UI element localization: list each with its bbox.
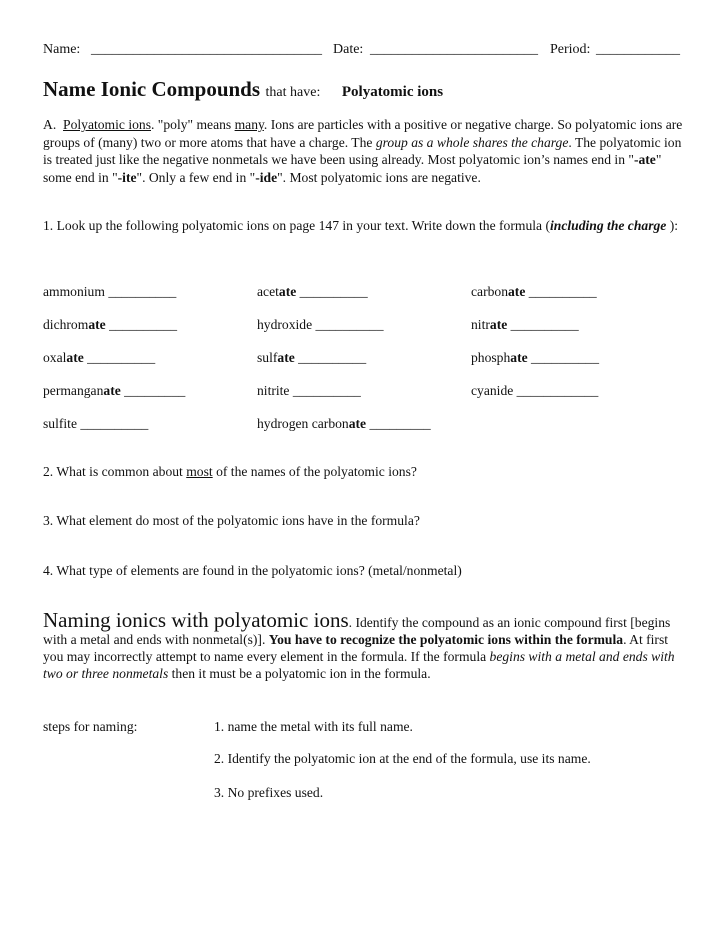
ion-item: hydrogen carbonate _________ bbox=[257, 416, 431, 431]
step-item: 3. No prefixes used. bbox=[214, 785, 324, 800]
ion-item: dichromate __________ bbox=[43, 317, 178, 332]
name-label: Name: bbox=[43, 42, 81, 57]
section-a-paragraph: A. Polyatomic ions. "poly" means many. Ions are particles with a positive or negative charge. So polyatomic ions are groups of (many) two or more atoms that have a charge. The group as a whole shares the charge. The polyatomic ion is treated just like the negative nonmetals we have been using already. Most polyatomic ion’s names end in "-ate" some end in "-ite". Only a few end in "-ide". Most polyatomic ions are negative. bbox=[43, 117, 683, 185]
ion-item: ammonium __________ bbox=[43, 284, 177, 299]
ion-item: nitrate __________ bbox=[471, 317, 579, 332]
formula-blank[interactable]: __________ bbox=[289, 383, 361, 398]
ion-item: phosphate __________ bbox=[471, 350, 600, 365]
formula-blank[interactable]: __________ bbox=[83, 350, 156, 365]
naming-section: Naming ionics with polyatomic ions. Identify the compound as an ionic compound first [begins with a metal and ends with nonmetal(s)]. You have to recognize the polyatomic ions within the formula. At first you may incorrectly attempt to name every element in the formula. If the formula begins with a metal and ends with two or three nonmetals then it must be a polyatomic ion in the formula. bbox=[43, 608, 675, 681]
date-label: Date: bbox=[333, 42, 364, 57]
naming-title: Naming ionics with polyatomic ions bbox=[43, 608, 349, 632]
ion-item: cyanide ____________ bbox=[471, 383, 599, 398]
formula-blank[interactable]: __________ bbox=[104, 284, 177, 299]
formula-blank[interactable]: _________ bbox=[120, 383, 186, 398]
ion-item: carbonate __________ bbox=[471, 284, 597, 299]
ion-item: sulfate __________ bbox=[257, 350, 367, 365]
step-item: 2. Identify the polyatomic ion at the end of the formula, use its name. bbox=[214, 751, 591, 766]
formula-blank[interactable]: __________ bbox=[294, 350, 367, 365]
title-topic: Polyatomic ions bbox=[341, 84, 444, 100]
formula-blank[interactable]: __________ bbox=[105, 317, 178, 332]
ion-item: nitrite __________ bbox=[257, 383, 361, 398]
formula-blank[interactable]: __________ bbox=[76, 416, 149, 431]
question-2: 2. What is common about most of the names of the polyatomic ions? bbox=[43, 464, 417, 479]
formula-blank[interactable]: _________ bbox=[366, 416, 431, 431]
period-blank[interactable]: ____________ bbox=[596, 42, 680, 57]
ion-item: hydroxide __________ bbox=[257, 317, 384, 332]
ion-item: sulfite __________ bbox=[43, 416, 149, 431]
page-title bbox=[43, 77, 443, 102]
ion-item: acetate __________ bbox=[257, 284, 368, 299]
question-3: 3. What element do most of the polyatomic ions have in the formula? bbox=[43, 513, 420, 528]
steps-label: steps for naming: bbox=[43, 719, 138, 734]
title-sub: that have: bbox=[265, 85, 321, 100]
formula-blank[interactable]: __________ bbox=[527, 350, 600, 365]
formula-blank[interactable]: ____________ bbox=[513, 383, 599, 398]
ion-item: oxalate __________ bbox=[43, 350, 156, 365]
formula-blank[interactable]: __________ bbox=[507, 317, 579, 332]
step-item: 1. name the metal with its full name. bbox=[214, 719, 413, 734]
title-main: Name Ionic Compounds bbox=[43, 77, 261, 101]
formula-blank[interactable]: __________ bbox=[312, 317, 384, 332]
formula-blank[interactable]: __________ bbox=[296, 284, 368, 299]
question-4: 4. What type of elements are found in the polyatomic ions? (metal/nonmetal) bbox=[43, 563, 462, 578]
date-blank[interactable]: ________________________ bbox=[370, 42, 538, 57]
formula-blank[interactable]: __________ bbox=[525, 284, 597, 299]
name-blank[interactable]: _________________________________ bbox=[91, 42, 322, 57]
period-label: Period: bbox=[550, 42, 591, 57]
question-1: 1. Look up the following polyatomic ions on page 147 in your text. Write down the formula (including the charge ): bbox=[43, 218, 679, 233]
ion-item: permanganate _________ bbox=[43, 383, 186, 398]
